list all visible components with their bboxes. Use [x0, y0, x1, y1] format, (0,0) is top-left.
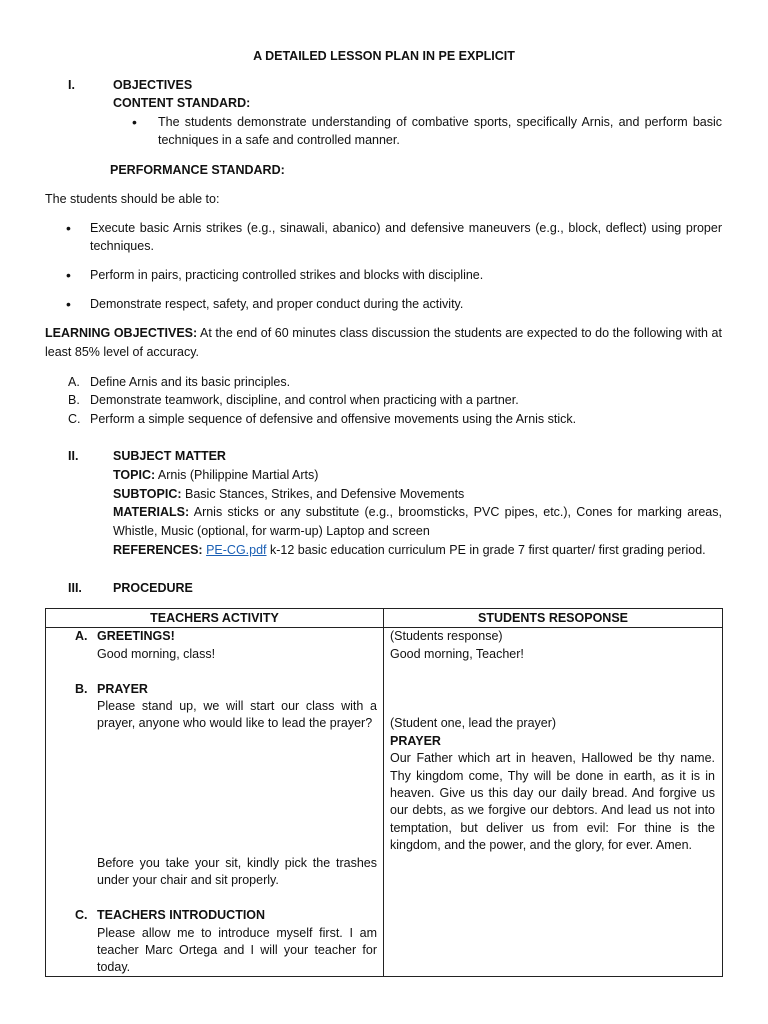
materials-line-1 — [113, 503, 722, 522]
learning-objectives-label: LEARNING OBJECTIVES: — [45, 326, 198, 340]
materials-label: MATERIALS: — [113, 505, 190, 519]
topic-label: TOPIC: — [113, 468, 156, 482]
bullet-icon: • — [132, 114, 137, 130]
references-line — [113, 541, 706, 560]
lo-item-a: Define Arnis and its basic principles. — [90, 375, 291, 389]
students-response-cell — [384, 628, 723, 977]
prayer-line-4: our debts, as we forgive our debtors. And lead us not into — [390, 803, 715, 817]
section-1-number: I. — [68, 78, 75, 92]
bullet-icon: • — [66, 296, 71, 312]
materials-line-2: Whistle, Music (optional, for warm-up) Laptop and screen — [113, 524, 430, 538]
procedure-table-row — [46, 628, 723, 977]
section-2-number: II. — [68, 449, 79, 463]
trash-instruction-line-1: Before you take your sit, kindly pick the trashes — [97, 856, 377, 870]
greetings-text: Good morning, class! — [97, 647, 216, 661]
performance-standard-label: PERFORMANCE STANDARD: — [110, 163, 285, 177]
content-standard-label: CONTENT STANDARD: — [113, 96, 251, 110]
performance-bullet-2: Perform in pairs, practicing controlled strikes and blocks with discipline. — [90, 268, 484, 282]
subtopic-label: SUBTOPIC: — [113, 487, 182, 501]
section-3-heading: PROCEDURE — [113, 581, 193, 595]
prayer-text-line-1: Please stand up, we will start our class with a — [97, 699, 377, 713]
teachers-activity-cell — [46, 628, 384, 977]
bullet-icon: • — [66, 267, 71, 283]
students-greeting: Good morning, Teacher! — [390, 647, 524, 661]
section-3-number: III. — [68, 581, 82, 595]
references-text: k-12 basic education curriculum PE in grade 7 first quarter/ first grading period. — [266, 543, 706, 557]
performance-intro: The students should be able to: — [45, 192, 220, 206]
lo-letter-c: C. — [68, 412, 81, 426]
section-2-heading: SUBJECT MATTER — [113, 449, 226, 463]
procedure-table — [45, 608, 723, 977]
introduction-line-1: Please allow me to introduce myself first. I am — [97, 926, 377, 940]
prayer-heading: PRAYER — [97, 682, 148, 696]
subtopic-line — [113, 485, 464, 504]
references-label: REFERENCES: — [113, 543, 203, 557]
students-response-header: STUDENTS RESOPONSE — [384, 609, 723, 628]
learning-objectives-line-2: least 85% level of accuracy. — [45, 345, 200, 359]
greetings-heading: GREETINGS! — [97, 629, 175, 643]
section-1-heading: OBJECTIVES — [113, 78, 193, 92]
greetings-letter: A. — [75, 629, 88, 643]
performance-bullet-1-line-1: Execute basic Arnis strikes (e.g., sinawali, abanico) and defensive maneuvers (e.g., block, deflect) using proper — [90, 221, 722, 235]
materials-value: Arnis sticks or any substitute (e.g., broomsticks, PVC pipes, etc.), Cones for marking areas, — [189, 505, 722, 519]
topic-value: Arnis (Philippine Martial Arts) — [155, 468, 319, 482]
lo-letter-b: B. — [68, 393, 80, 407]
references-link[interactable]: PE-CG.pdf — [206, 543, 267, 557]
students-response-note: (Students response) — [390, 629, 503, 643]
lo-letter-a: A. — [68, 375, 80, 389]
lo-item-b: Demonstrate teamwork, discipline, and control when practicing with a partner. — [90, 393, 519, 407]
prayer-text-line-2: prayer, anyone who would like to lead the prayer? — [97, 716, 373, 730]
content-standard-text-line-2: techniques in a safe and controlled manner. — [158, 133, 400, 147]
introduction-letter: C. — [75, 908, 88, 922]
prayer-line-1: Our Father which art in heaven, Hallowed be thy name. — [390, 751, 715, 765]
prayer-line-5: temptation, but deliver us from evil: For thine is the — [390, 821, 715, 835]
content-standard-text-line-1: The students demonstrate understanding of combative sports, specifically Arnis, and perform basic — [158, 115, 722, 129]
topic-line — [113, 466, 318, 485]
introduction-heading: TEACHERS INTRODUCTION — [97, 908, 266, 922]
document-title: A DETAILED LESSON PLAN IN PE EXPLICIT — [253, 49, 515, 63]
performance-bullet-3: Demonstrate respect, safety, and proper conduct during the activity. — [90, 297, 464, 311]
prayer-letter: B. — [75, 682, 88, 696]
teachers-activity-header: TEACHERS ACTIVITY — [46, 609, 384, 628]
introduction-line-3: today. — [97, 960, 131, 974]
prayer-line-3: heaven. Give us this day our daily bread. And forgive us — [390, 786, 715, 800]
bullet-icon: • — [66, 220, 71, 236]
student-prayer-heading: PRAYER — [390, 734, 441, 748]
introduction-line-2: teacher Marc Ortega and I will your teacher for — [97, 943, 377, 957]
prayer-line-6: kingdom, and the power, and the glory, for ever. Amen. — [390, 838, 693, 852]
trash-instruction-line-2: under your chair and sit properly. — [97, 873, 279, 887]
learning-objectives-line-1 — [45, 324, 722, 343]
student-lead-note: (Student one, lead the prayer) — [390, 716, 557, 730]
learning-objectives-text: At the end of 60 minutes class discussion the students are expected to do the following with at — [197, 326, 722, 340]
subtopic-value: Basic Stances, Strikes, and Defensive Movements — [181, 487, 465, 501]
lo-item-c: Perform a simple sequence of defensive and offensive movements using the Arnis stick. — [90, 412, 577, 426]
procedure-table-header — [46, 609, 723, 628]
performance-bullet-1-line-2: techniques. — [90, 239, 154, 253]
prayer-line-2: Thy kingdom come, Thy will be done in earth, as it is in — [390, 769, 715, 783]
